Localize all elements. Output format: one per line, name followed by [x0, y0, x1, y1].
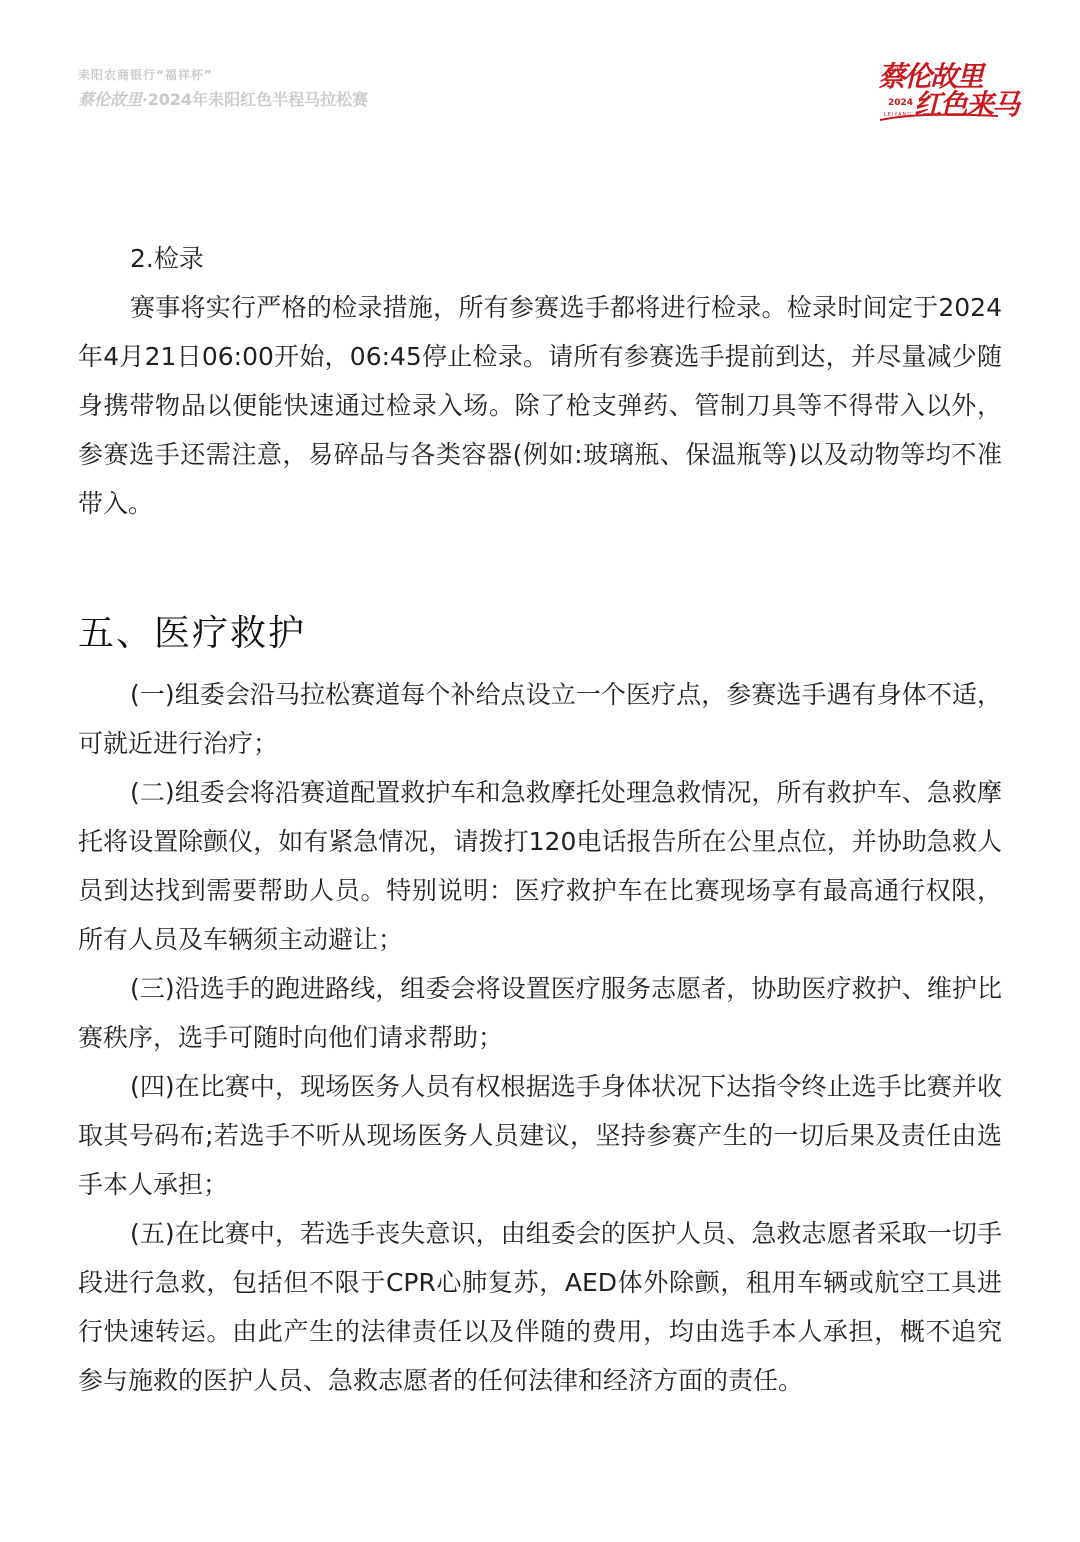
logo-text-line1: 蔡伦故里 — [878, 60, 983, 93]
section-heading-medical: 五、医疗救护 — [78, 613, 307, 654]
event-title-script: 蔡伦故里· — [78, 90, 148, 109]
event-header — [78, 66, 408, 110]
event-title-main: 2024年耒阳红色半程马拉松赛 — [147, 90, 369, 109]
medical-item-1: (一)组委会沿马拉松赛道每个补给点设立一个医疗点，参赛选手遇有身体不适，可就近进行治疗； — [78, 680, 1002, 758]
logo-en: LEIYANG — [884, 112, 913, 118]
medical-item-4: (四)在比赛中，现场医务人员有权根据选手身体状况下达指令终止选手比赛并收取其号码布;若选手不听从现场医务人员建议，坚持参赛产生的一切后果及责任由选手本人承担； — [78, 1072, 1002, 1199]
document-body — [78, 234, 1002, 1405]
sponsor-line: 耒阳农商银行“福祥杯” — [78, 68, 213, 82]
medical-item-3: (三)沿选手的跑进路线，组委会将设置医疗服务志愿者，协助医疗救护、维护比赛秩序，选手可随时向他们请求帮助； — [78, 974, 1002, 1052]
logo-text-line2: 红色来马 — [914, 88, 1019, 121]
logo-year: 2024 — [888, 98, 914, 108]
medical-item-5: (五)在比赛中，若选手丧失意识，由组委会的医护人员、急救志愿者采取一切手段进行急救，包括但不限于CPR心肺复苏，AED体外除颤，租用车辆或航空工具进行快速转运。由此产生的法律责任以及伴随的费用，均由选手本人承担，概不追究参与施救的医护人员、急救志愿者的任何法律和经济方面的责任。 — [78, 1219, 1002, 1395]
medical-item-2: (二)组委会将沿赛道配置救护车和急救摩托处理急救情况，所有救护车、急救摩托将设置除颤仪，如有紧急情况，请拨打120电话报告所在公里点位，并协助急救人员到达找到需要帮助人员。特别说明：医疗救护车在比赛现场享有最高通行权限，所有人员及车辆须主动避让； — [78, 778, 1002, 954]
event-title — [78, 87, 408, 110]
checkin-paragraph: 赛事将实行严格的检录措施，所有参赛选手都将进行检录。检录时间定于2024年4月21日06:00开始，06:45停止检录。请所有参赛选手提前到达，并尽量减少随身携带物品以便能快速通过检录入场。除了枪支弹药、管制刀具等不得带入以外，参赛选手还需注意，易碎品与各类容器(例如:玻璃瓶、保温瓶等)以及动物等均不准带入。 — [78, 293, 1002, 518]
subsection-title: 2.检录 — [130, 244, 204, 273]
event-logo — [878, 60, 1019, 124]
